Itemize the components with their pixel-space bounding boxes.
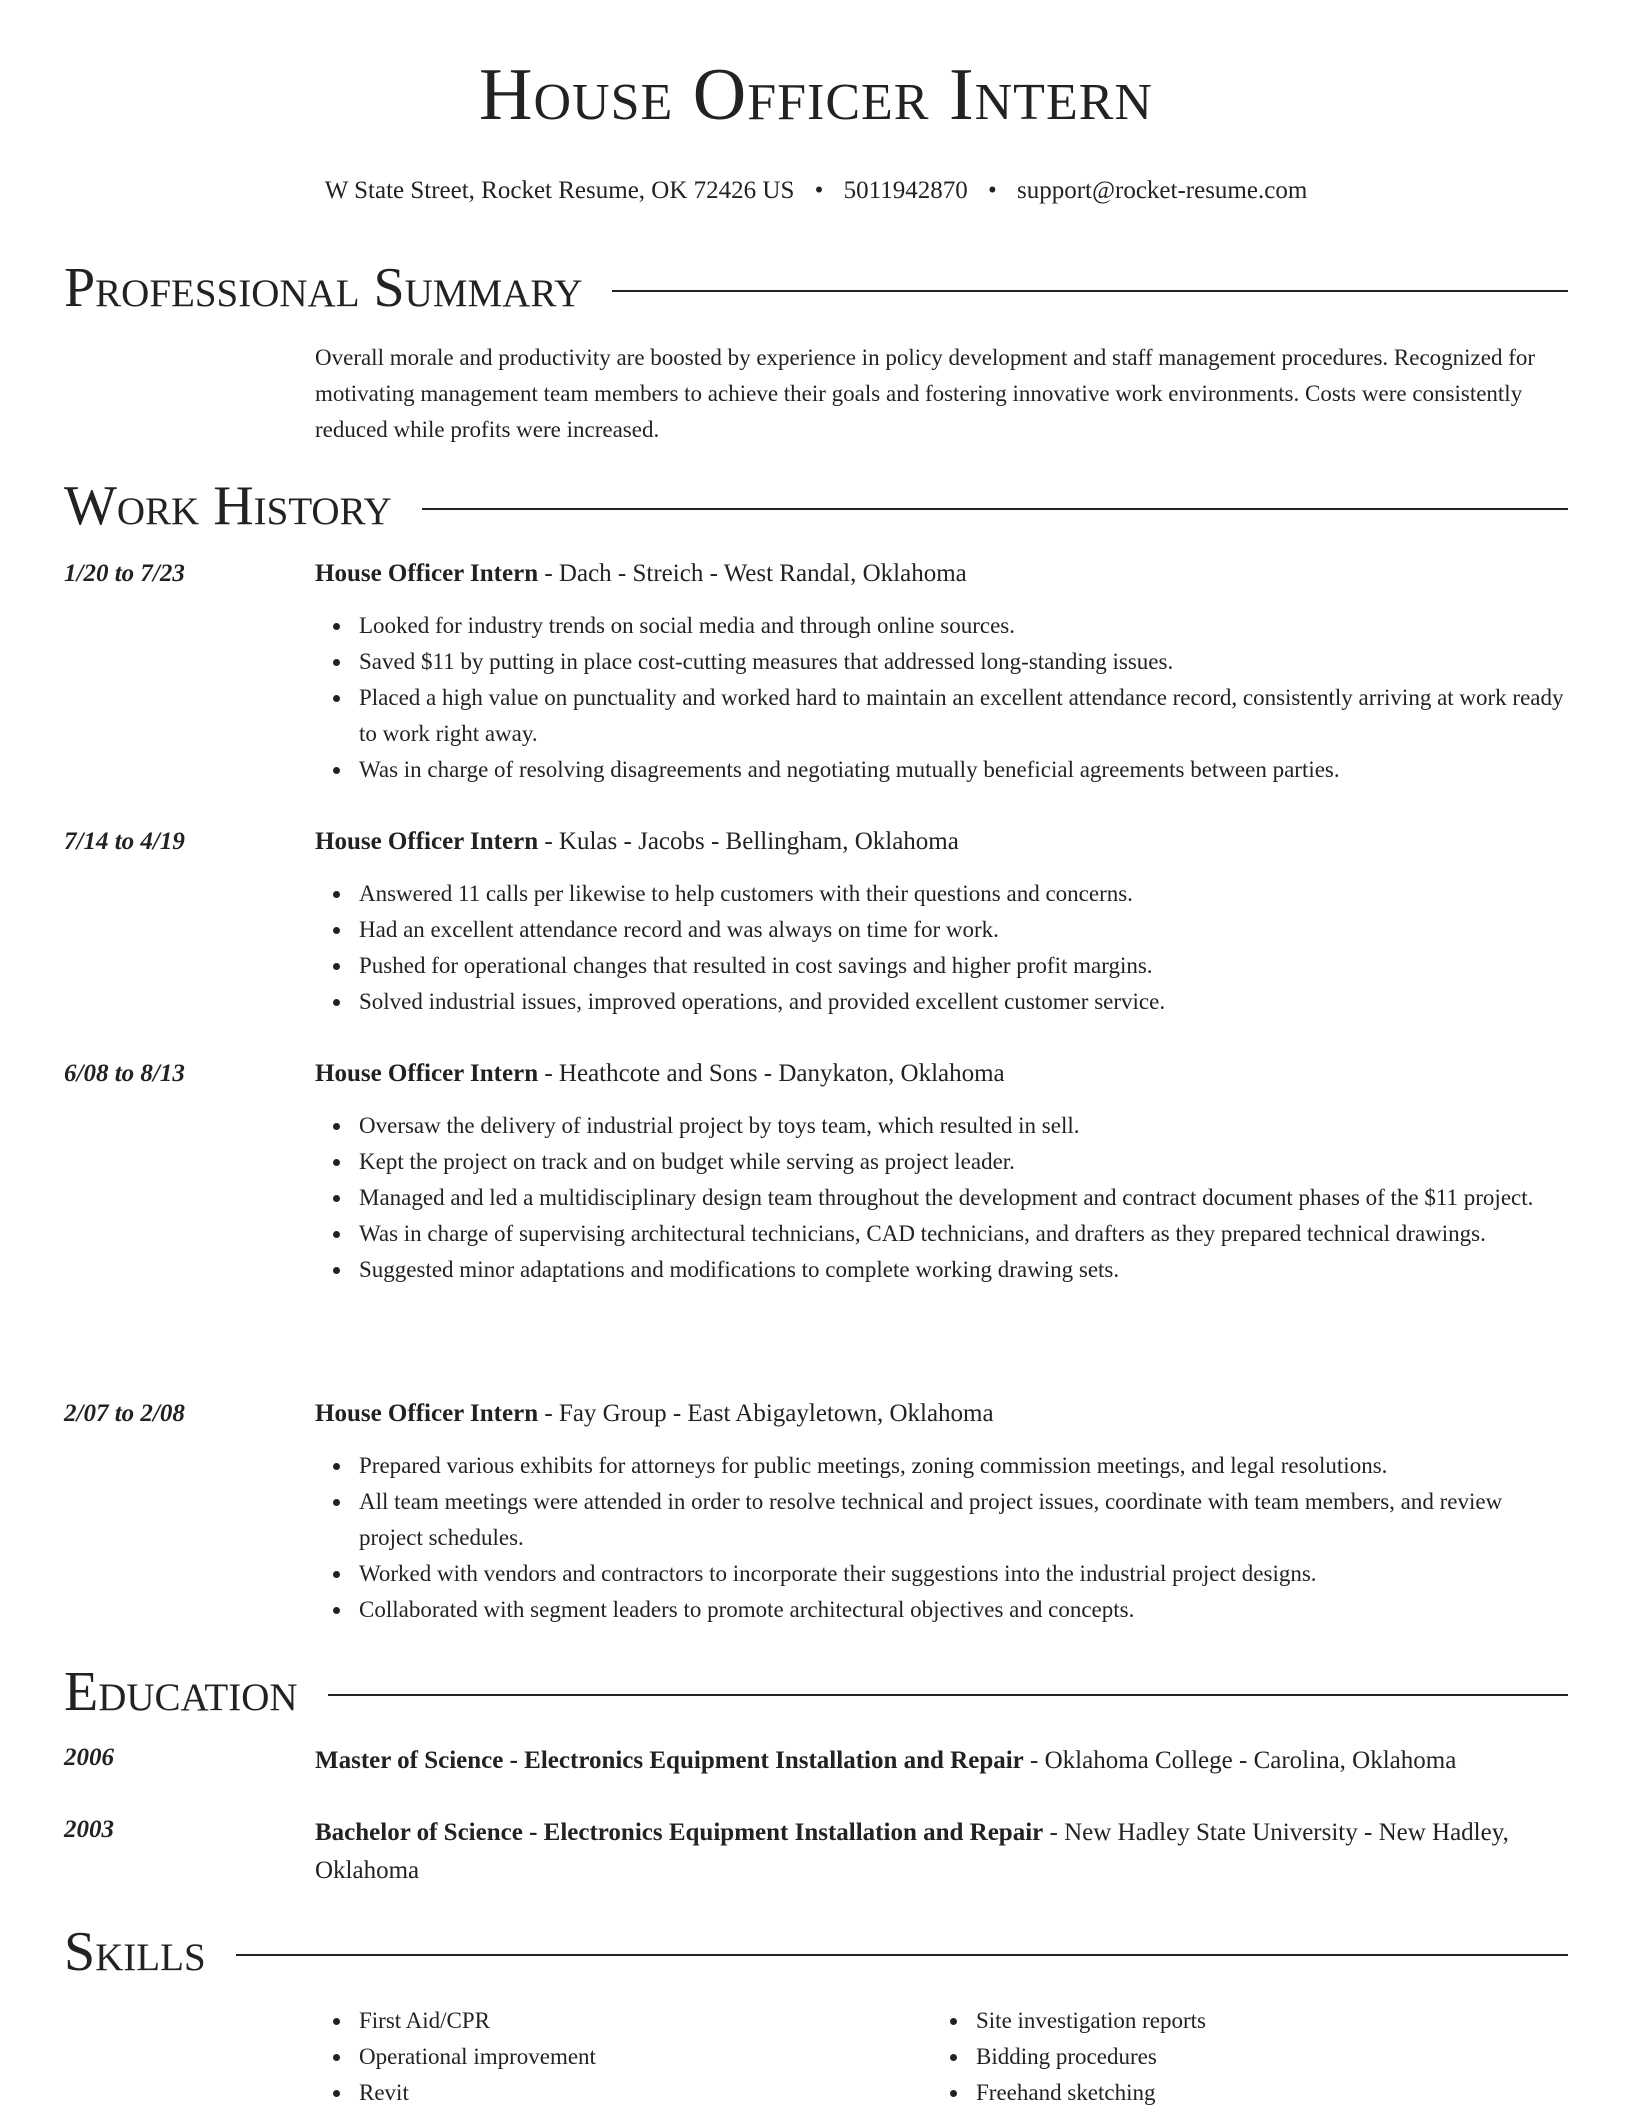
contact-line <box>0 176 1632 206</box>
education-entry <box>64 1742 1568 1780</box>
job-heading <box>315 826 1568 858</box>
skill-item: Bidding procedures <box>976 2039 1549 2075</box>
section-divider <box>422 508 1568 510</box>
job-dates: 1/20 to 7/23 <box>64 560 185 587</box>
job-role: House Officer Intern <box>315 560 539 587</box>
section-header-work-history <box>64 475 1568 537</box>
job-heading <box>315 1398 1568 1430</box>
job-dates: 6/08 to 8/13 <box>64 1060 185 1087</box>
job-bullets <box>315 876 1568 1020</box>
job-bullets <box>315 1448 1568 1628</box>
separator: • <box>987 177 997 204</box>
list-item: Kept the project on track and on budget while serving as project leader. <box>359 1144 1568 1180</box>
education-year: 2003 <box>64 1816 114 1843</box>
list-item: Was in charge of resolving disagreements and negotiating mutually beneficial agreements between parties. <box>359 752 1568 788</box>
job-heading <box>315 558 1568 590</box>
skill-item: Revit <box>359 2075 932 2111</box>
job-dates: 2/07 to 2/08 <box>64 1400 185 1427</box>
skill-item: Site investigation reports <box>976 2003 1549 2039</box>
job-role: House Officer Intern <box>315 1060 539 1087</box>
list-item: Pushed for operational changes that resulted in cost savings and higher profit margins. <box>359 948 1568 984</box>
list-item: Saved $11 by putting in place cost-cutting measures that addressed long-standing issues. <box>359 644 1568 680</box>
section-title: Work History <box>64 475 392 537</box>
job-details: - Fay Group - East Abigayletown, Oklahoma <box>538 1400 994 1427</box>
list-item: Had an excellent attendance record and was always on time for work. <box>359 912 1568 948</box>
email: support@rocket-resume.com <box>1016 177 1308 204</box>
list-item: Oversaw the delivery of industrial project by toys team, which resulted in sell. <box>359 1108 1568 1144</box>
job-dates: 7/14 to 4/19 <box>64 828 185 855</box>
education-year: 2006 <box>64 1744 114 1771</box>
skill-item: Operational improvement <box>359 2039 932 2075</box>
job-entry <box>64 826 1568 1020</box>
list-item: Suggested minor adaptations and modifications to complete working drawing sets. <box>359 1252 1568 1288</box>
list-item: Answered 11 calls per likewise to help customers with their questions and concerns. <box>359 876 1568 912</box>
skills-list <box>315 2003 1568 2111</box>
job-bullets <box>315 1108 1568 1288</box>
education-details: - Oklahoma College - Carolina, Oklahoma <box>1023 1747 1457 1774</box>
section-divider <box>236 1954 1568 1956</box>
job-role: House Officer Intern <box>315 828 539 855</box>
address: W State Street, Rocket Resume, OK 72426 US <box>324 177 795 204</box>
section-title: Education <box>64 1661 298 1723</box>
section-header-education <box>64 1661 1568 1723</box>
job-details: - Dach - Streich - West Randal, Oklahoma <box>538 560 967 587</box>
section-header-summary <box>64 257 1568 319</box>
section-title: Skills <box>64 1921 206 1983</box>
skill-item: First Aid/CPR <box>359 2003 932 2039</box>
list-item: Looked for industry trends on social media and through online sources. <box>359 608 1568 644</box>
section-divider <box>328 1694 1568 1696</box>
education-degree: Master of Science - Electronics Equipment Installation and Repair <box>315 1747 1024 1774</box>
education-body <box>315 1742 1568 1780</box>
job-entry <box>64 558 1568 788</box>
skills-column-left <box>315 2003 932 2111</box>
education-details: - New Hadley State University - New Hadley, Oklahoma <box>315 1819 1509 1884</box>
list-item: Placed a high value on punctuality and worked hard to maintain an excellent attendance record, consistently arriving at work ready to work right away. <box>359 680 1568 752</box>
separator: • <box>814 177 824 204</box>
candidate-name: House Officer Intern <box>479 54 1153 136</box>
list-item: Worked with vendors and contractors to incorporate their suggestions into the industrial project designs. <box>359 1556 1568 1592</box>
job-entry <box>64 1398 1568 1628</box>
phone: 5011942870 <box>843 177 968 204</box>
list-item: Managed and led a multidisciplinary design team throughout the development and contract document phases of the $11 project. <box>359 1180 1568 1216</box>
job-heading <box>315 1058 1568 1090</box>
list-item: Prepared various exhibits for attorneys for public meetings, zoning commission meetings, and legal resolutions. <box>359 1448 1568 1484</box>
list-item: Was in charge of supervising architectural technicians, CAD technicians, and drafters as they prepared technical drawings. <box>359 1216 1568 1252</box>
skills-column-right <box>932 2003 1549 2111</box>
job-details: - Heathcote and Sons - Danykaton, Oklahoma <box>538 1060 1005 1087</box>
education-degree: Bachelor of Science - Electronics Equipment Installation and Repair <box>315 1819 1044 1846</box>
education-entry <box>64 1814 1568 1890</box>
skill-item: Freehand sketching <box>976 2075 1549 2111</box>
list-item: Collaborated with segment leaders to promote architectural objectives and concepts. <box>359 1592 1568 1628</box>
section-header-skills <box>64 1921 1568 1983</box>
job-bullets <box>315 608 1568 788</box>
job-entry <box>64 1058 1568 1288</box>
list-item: Solved industrial issues, improved operations, and provided excellent customer service. <box>359 984 1568 1020</box>
section-divider <box>612 290 1568 292</box>
section-title: Professional Summary <box>64 257 583 319</box>
summary-text: Overall morale and productivity are boosted by experience in policy development and staff management procedures. Recognized for motivating management team members to achieve their goals and fostering innovative work environments. Costs were consistently reduced while profits were increased. <box>315 345 1536 442</box>
job-details: - Kulas - Jacobs - Bellingham, Oklahoma <box>538 828 959 855</box>
job-role: House Officer Intern <box>315 1400 539 1427</box>
education-body <box>315 1814 1568 1890</box>
list-item: All team meetings were attended in order to resolve technical and project issues, coordinate with team members, and review project schedules. <box>359 1484 1568 1556</box>
